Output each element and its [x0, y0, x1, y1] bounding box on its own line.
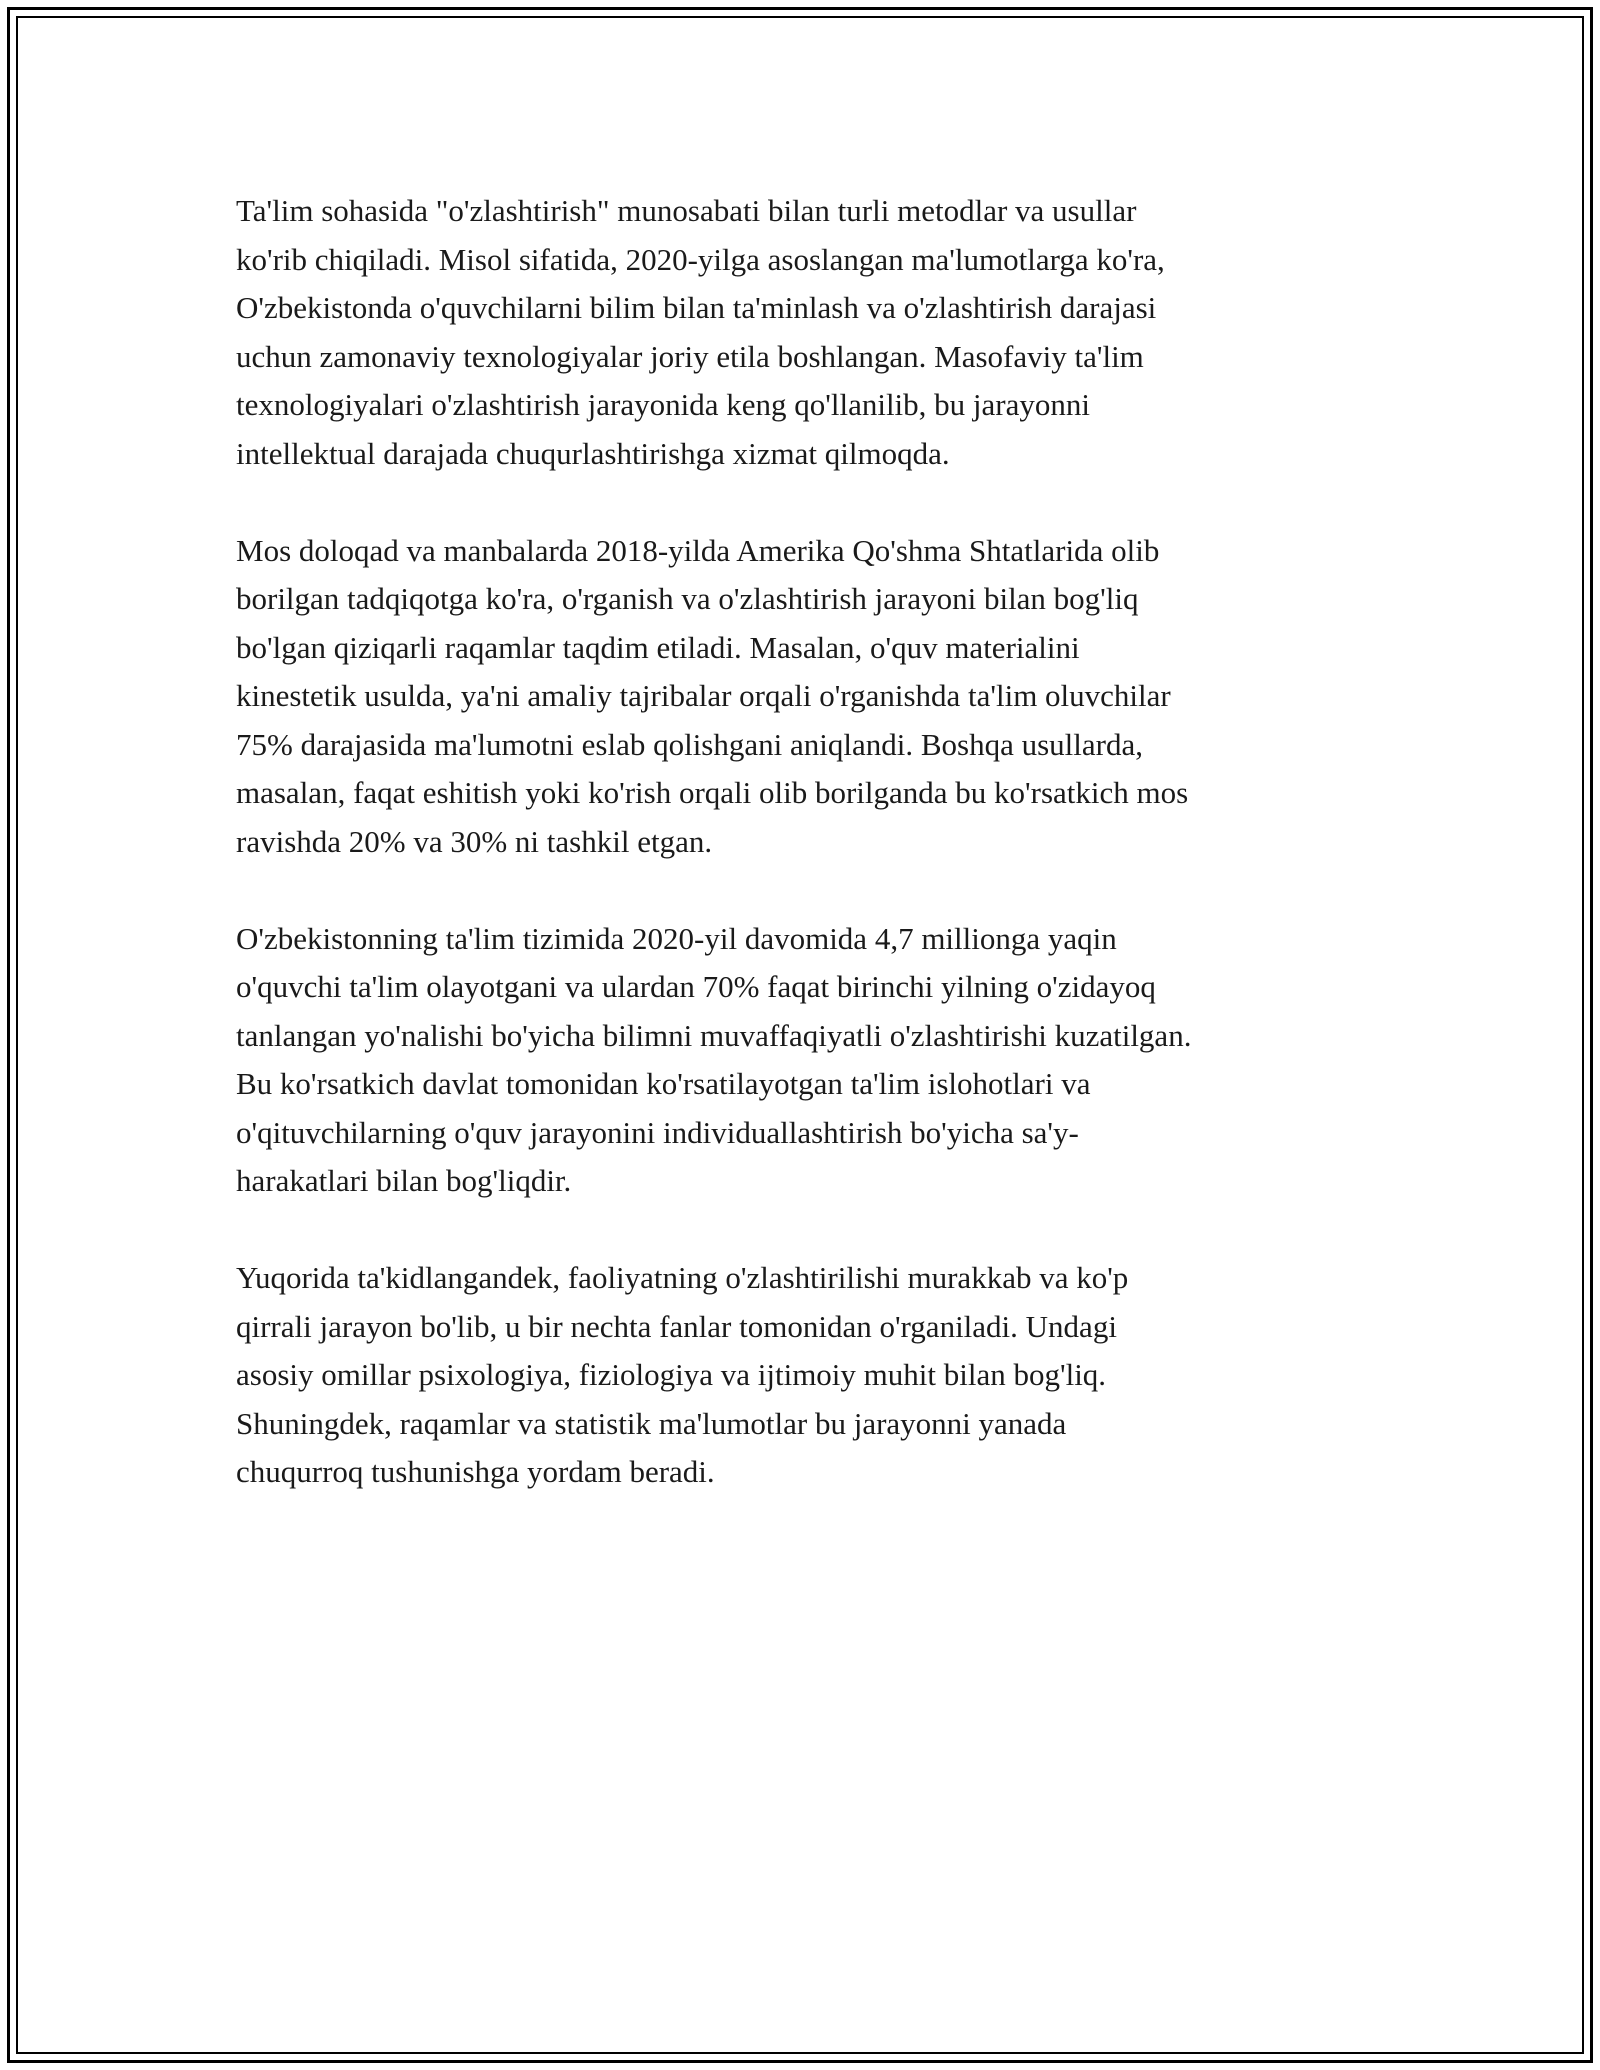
- paragraph-1: Ta'lim sohasida "o'zlashtirish" munosabati bilan turli metodlar va usullar ko'rib chiqiladi. Misol sifatida, 2020-yilga asoslangan ma'lumotlarga ko'ra, O'zbekistonda o'quvchilarni bilim bilan ta'minlash va o'zlashtirish darajasi uchun zamonaviy texnologiyalar joriy etila boshlangan. Masofaviy ta'lim texnologiyalari o'zlashtirish jarayonida keng qo'llanilib, bu jarayonni intellektual darajada chuqurlashtirishga xizmat qilmoqda.: [236, 193, 1165, 471]
- paragraph-2: Mos doloqad va manbalarda 2018-yilda Amerika Qo'shma Shtatlarida olib borilgan tadqiqotga ko'ra, o'rganish va o'zlashtirish jarayoni bilan bog'liq bo'lgan qiziqarli raqamlar taqdim etiladi. Masalan, o'quv materialini kinestetik usulda, ya'ni amaliy tajribalar orqali o'rganishda ta'lim oluvchilar 75% darajasida ma'lumotni eslab qolishgani aniqlandi. Boshqa usullarda, masalan, faqat eshitish yoki ko'rish orqali olib borilganda bu ko'rsatkich mos ravishda 20% va 30% ni tashkil etgan.: [236, 532, 1189, 859]
- paragraph-3: O'zbekistonning ta'lim tizimida 2020-yil davomida 4,7 millionga yaqin o'quvchi ta'lim olayotgani va ulardan 70% faqat birinchi yilning o'zidayoq tanlangan yo'nalishi bo'yicha bilimni muvaffaqiyatli o'zlashtirishi kuzatilgan. Bu ko'rsatkich davlat tomonidan ko'rsatilayotgan ta'lim islohotlari va o'qituvchilarning o'quv jarayonini individuallashtirish bo'yicha sa'y- harakatlari bilan bog'liqdir.: [236, 920, 1192, 1198]
- paragraph-4: Yuqorida ta'kidlangandek, faoliyatning o'zlashtirilishi murakkab va ko'p qirrali jarayon bo'lib, u bir nechta fanlar tomonidan o'rganiladi. Undagi asosiy omillar psixologiya, fiziologiya va ijtimoiy muhit bilan bog'liq. Shuningdek, raqamlar va statistik ma'lumotlar bu jarayonni yanada chuqurroq tushunishga yordam beradi.: [236, 1260, 1129, 1489]
- document-body: [236, 187, 1376, 1545]
